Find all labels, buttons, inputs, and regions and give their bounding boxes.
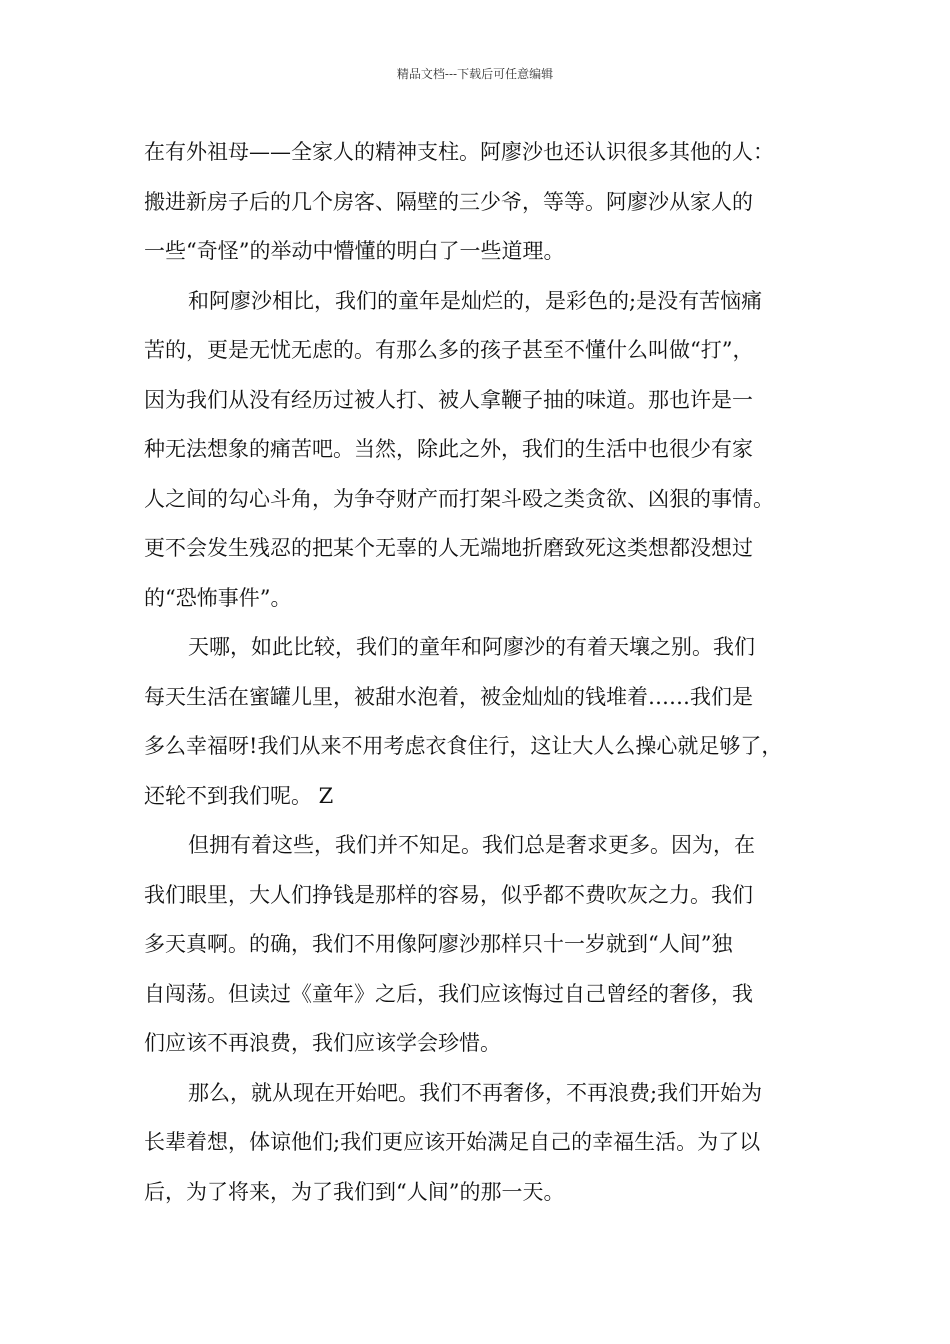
text-line: 多天真啊。的确，我们不用像阿廖沙那样只十一岁就到“人间”独: [144, 932, 733, 956]
text-line: 们应该不再浪费，我们应该学会珍惜。: [144, 1031, 501, 1055]
paragraph: [144, 128, 820, 277]
text-line: 天哪，如此比较，我们的童年和阿廖沙的有着天壤之别。我们: [188, 635, 755, 659]
text-line: 自闯荡。但读过《童年》之后，我们应该悔过自己曾经的奢侈，我: [144, 981, 753, 1006]
text-line: 那么，就从现在开始吧。我们不再奢侈，不再浪费;我们开始为: [188, 1080, 763, 1105]
text-line: 因为我们从没有经历过被人打、被人拿鞭子抽的味道。那也许是一: [144, 387, 753, 412]
paragraph: [144, 277, 820, 624]
text-line: 苦的，更是无忧无虑的。有那么多的孩子甚至不懂什么叫做“打”，: [144, 338, 754, 362]
text-line: 的“恐怖事件”。: [144, 585, 292, 610]
text-line: 一些“奇怪”的举动中懵懂的明白了一些道理。: [144, 239, 565, 263]
page-header: 精品文档---下载后可任意编辑: [396, 67, 554, 81]
text-line: 每天生活在蜜罐儿里，被甜水泡着，被金灿灿的钱堆着……我们是: [144, 684, 753, 709]
text-line: 但拥有着这些，我们并不知足。我们总是奢求更多。因为，在: [188, 833, 755, 857]
paragraph: [144, 623, 820, 821]
paragraph: [144, 821, 820, 1069]
text-line: 在有外祖母——全家人的精神支柱。阿廖沙也还认识很多其他的人：: [144, 140, 774, 164]
paragraph: [144, 1069, 820, 1218]
text-line: 我们眼里，大人们挣钱是那样的容易，似乎都不费吹灰之力。我们: [144, 882, 753, 907]
text-line: 多么幸福呀!我们从来不用考虑衣食住行，这让大人么操心就足够了，: [144, 734, 783, 758]
text-line: 种无法想象的痛苦吧。当然，除此之外，我们的生活中也很少有家: [144, 437, 753, 461]
text-line: 和阿廖沙相比，我们的童年是灿烂的，是彩色的;是没有苦恼痛: [188, 288, 763, 313]
text-line: 人之间的勾心斗角，为争夺财产而打架斗殴之类贪欲、凶狠的事情。: [144, 486, 774, 511]
text-line: 搬进新房子后的几个房客、隔壁的三少爷，等等。阿廖沙从家人的: [144, 189, 753, 214]
text-line: 更不会发生残忍的把某个无辜的人无端地折磨致死这类想都没想过: [144, 536, 753, 560]
text-line: 还轮不到我们呢。 Z: [144, 783, 334, 808]
document-body: [144, 128, 820, 1217]
text-line: 长辈着想，体谅他们;我们更应该开始满足自己的幸福生活。为了以: [144, 1130, 761, 1154]
text-line: 后，为了将来，为了我们到“人间”的那一天。: [144, 1179, 565, 1204]
